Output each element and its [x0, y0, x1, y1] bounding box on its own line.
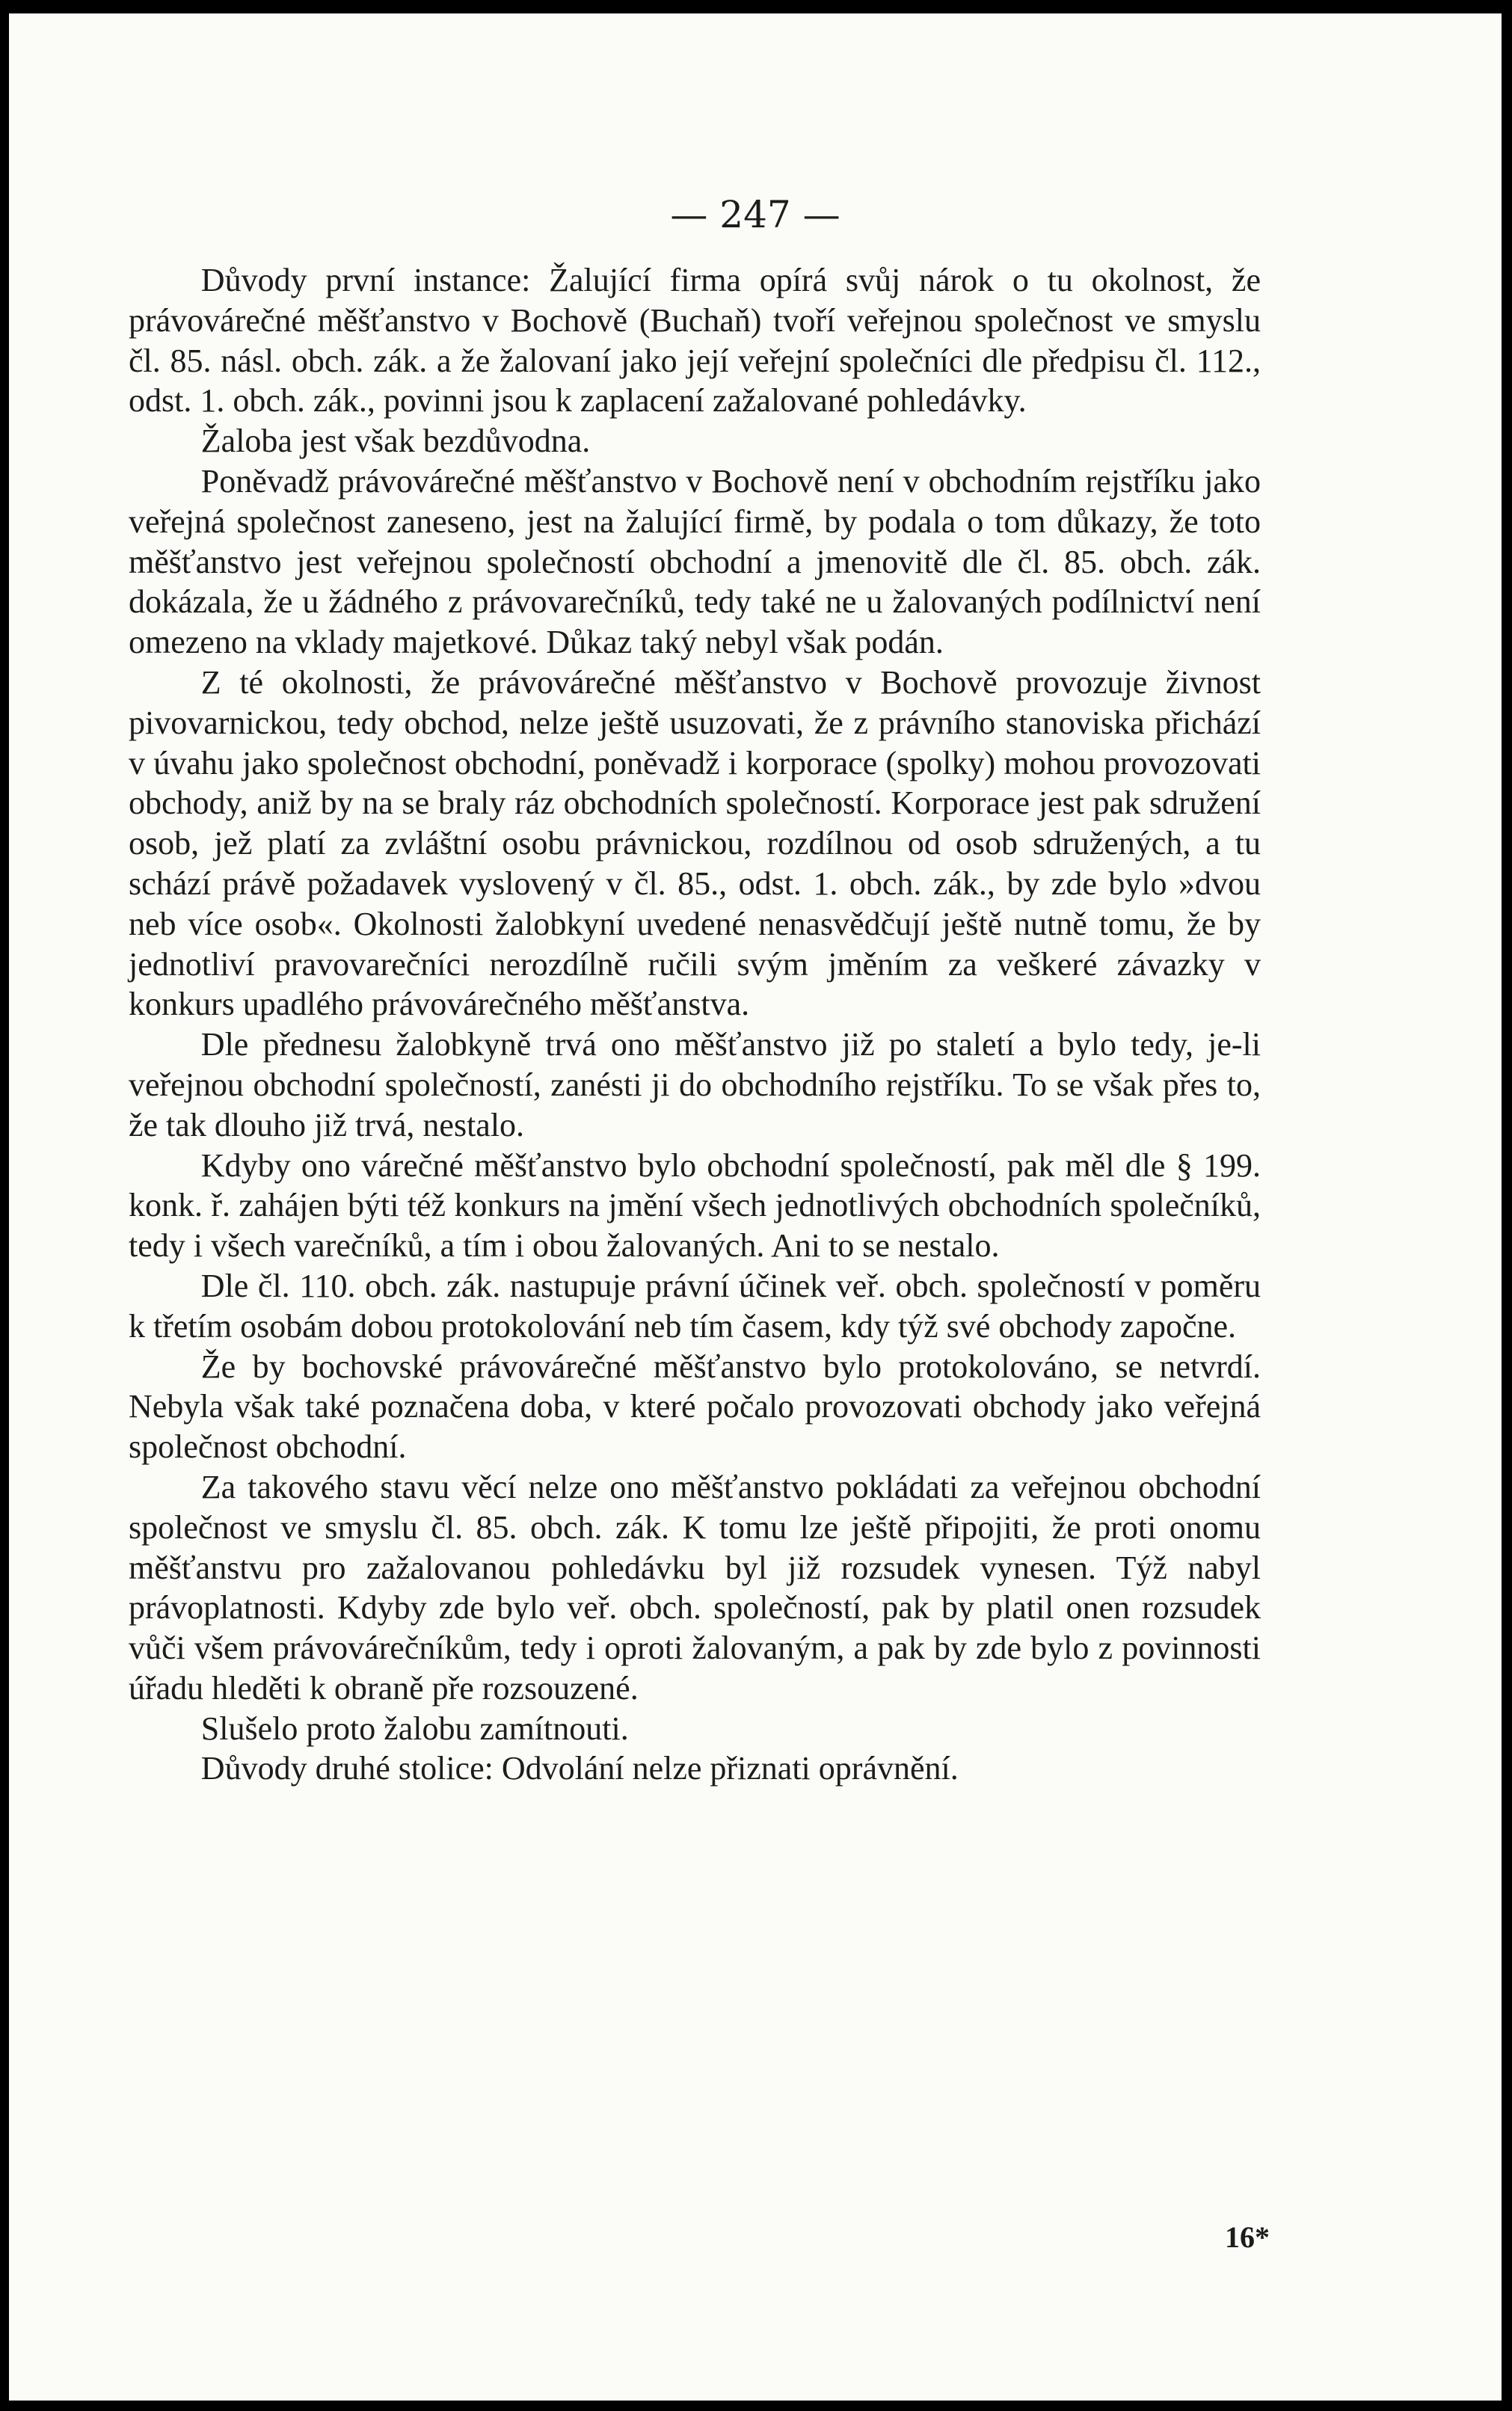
paragraph-6: Kdyby ono várečné měšťanstvo bylo obchodní společností, pak měl dle § 199. konk. ř. zahájen býti též konkurs na jmění všech jednotlivých obchodních společníků, tedy i všech varečníků, a tím i obou žalovaných. Ani to se nestalo.	[129, 1146, 1261, 1265]
paragraph-10: Slušelo proto žalobu zamítnouti.	[200, 1710, 629, 1747]
paragraph-4: Z té okolnosti, že právovárečné měšťanstvo v Bochově provozuje živnost pivovarnickou, tedy obchod, nelze ještě usuzovati, že z právního stanoviska přichází v úvahu jako společnost obchodní, poněvadž i korporace (spolky) mohou provozovati obchody, aniž by na se braly ráz obchodních společností. Korporace jest pak sdružení osob, jež platí za zvláštní osobu právnickou, rozdílnou od osob sdružených, a tu schází právě požadavek vyslovený v čl. 85., odst. 1. obch. zák., by zde bylo »dvou neb více osob«. Okolnosti žalobkyní uvedené nenasvědčují ještě nutně tomu, že by jednotliví pravovarečníci nerozdílně ručili svým jměním za veškeré závazky v konkurs upadlého právovárečného měšťanstva.	[129, 663, 1261, 1023]
paragraph-11: Důvody druhé stolice: Odvolání nelze přiznati oprávnění.	[200, 1750, 959, 1787]
document-page	[9, 13, 1502, 2401]
body-text	[129, 260, 1261, 1789]
paragraph-2: Žaloba jest však bezdůvodna.	[200, 423, 591, 460]
page-number: — 247 —	[670, 193, 840, 236]
signature-mark: 16*	[1225, 2220, 1270, 2254]
paragraph-1: Důvody první instance: Žalující firma opírá svůj nárok o tu okolnost, že právovárečné měšťanstvo v Bochově (Buchaň) tvoří veřejnou společnost ve smyslu čl. 85. násl. obch. zák. a že žalovaní jako její veřejní společníci dle předpisu čl. 112., odst. 1. obch. zák., povinni jsou k zaplacení zažalované pohledávky.	[129, 262, 1261, 420]
paragraph-9: Za takového stavu věcí nelze ono měšťanstvo pokládati za veřejnou obchodní společnost ve smyslu čl. 85. obch. zák. K tomu lze ještě připojiti, že proti onomu měšťanstvu pro zažalovanou pohledávku byl již rozsudek vynesen. Týž nabyl právoplatnosti. Kdyby zde bylo veř. obch. společností, pak by platil onen rozsudek vůči všem právovárečníkům, tedy i oproti žalovaným, a pak by zde bylo z povinnosti úřadu hleděti k obraně pře rozsouzené.	[129, 1468, 1261, 1707]
paragraph-7: Dle čl. 110. obch. zák. nastupuje právní účinek veř. obch. společností v poměru k třetím osobám dobou protokolování neb tím časem, kdy týž své obchody započne.	[129, 1267, 1261, 1345]
paragraph-3: Poněvadž právovárečné měšťanstvo v Bochově není v obchodním rejstříku jako veřejná společnost zaneseno, jest na žalující firmě, by podala o tom důkazy, že toto měšťanstvo jest veřejnou společností obchodní a jmenovitě dle čl. 85. obch. zák. dokázala, že u žádného z právovarečníků, tedy také ne u žalovaných podílnictví není omezeno na vklady majetkové. Důkaz taký nebyl však podán.	[129, 462, 1261, 661]
paragraph-8: Že by bochovské právovárečné měšťanstvo bylo protokolováno, se netvrdí. Nebyla však také poznačena doba, v které počalo provozovati obchody jako veřejná společnost obchodní.	[129, 1348, 1261, 1466]
paragraph-5: Dle přednesu žalobkyně trvá ono měšťanstvo již po staletí a bylo tedy, je-li veřejnou obchodní společností, zanésti ji do obchodního rejstříku. To se však přes to, že tak dlouho již trvá, nestalo.	[129, 1026, 1261, 1143]
